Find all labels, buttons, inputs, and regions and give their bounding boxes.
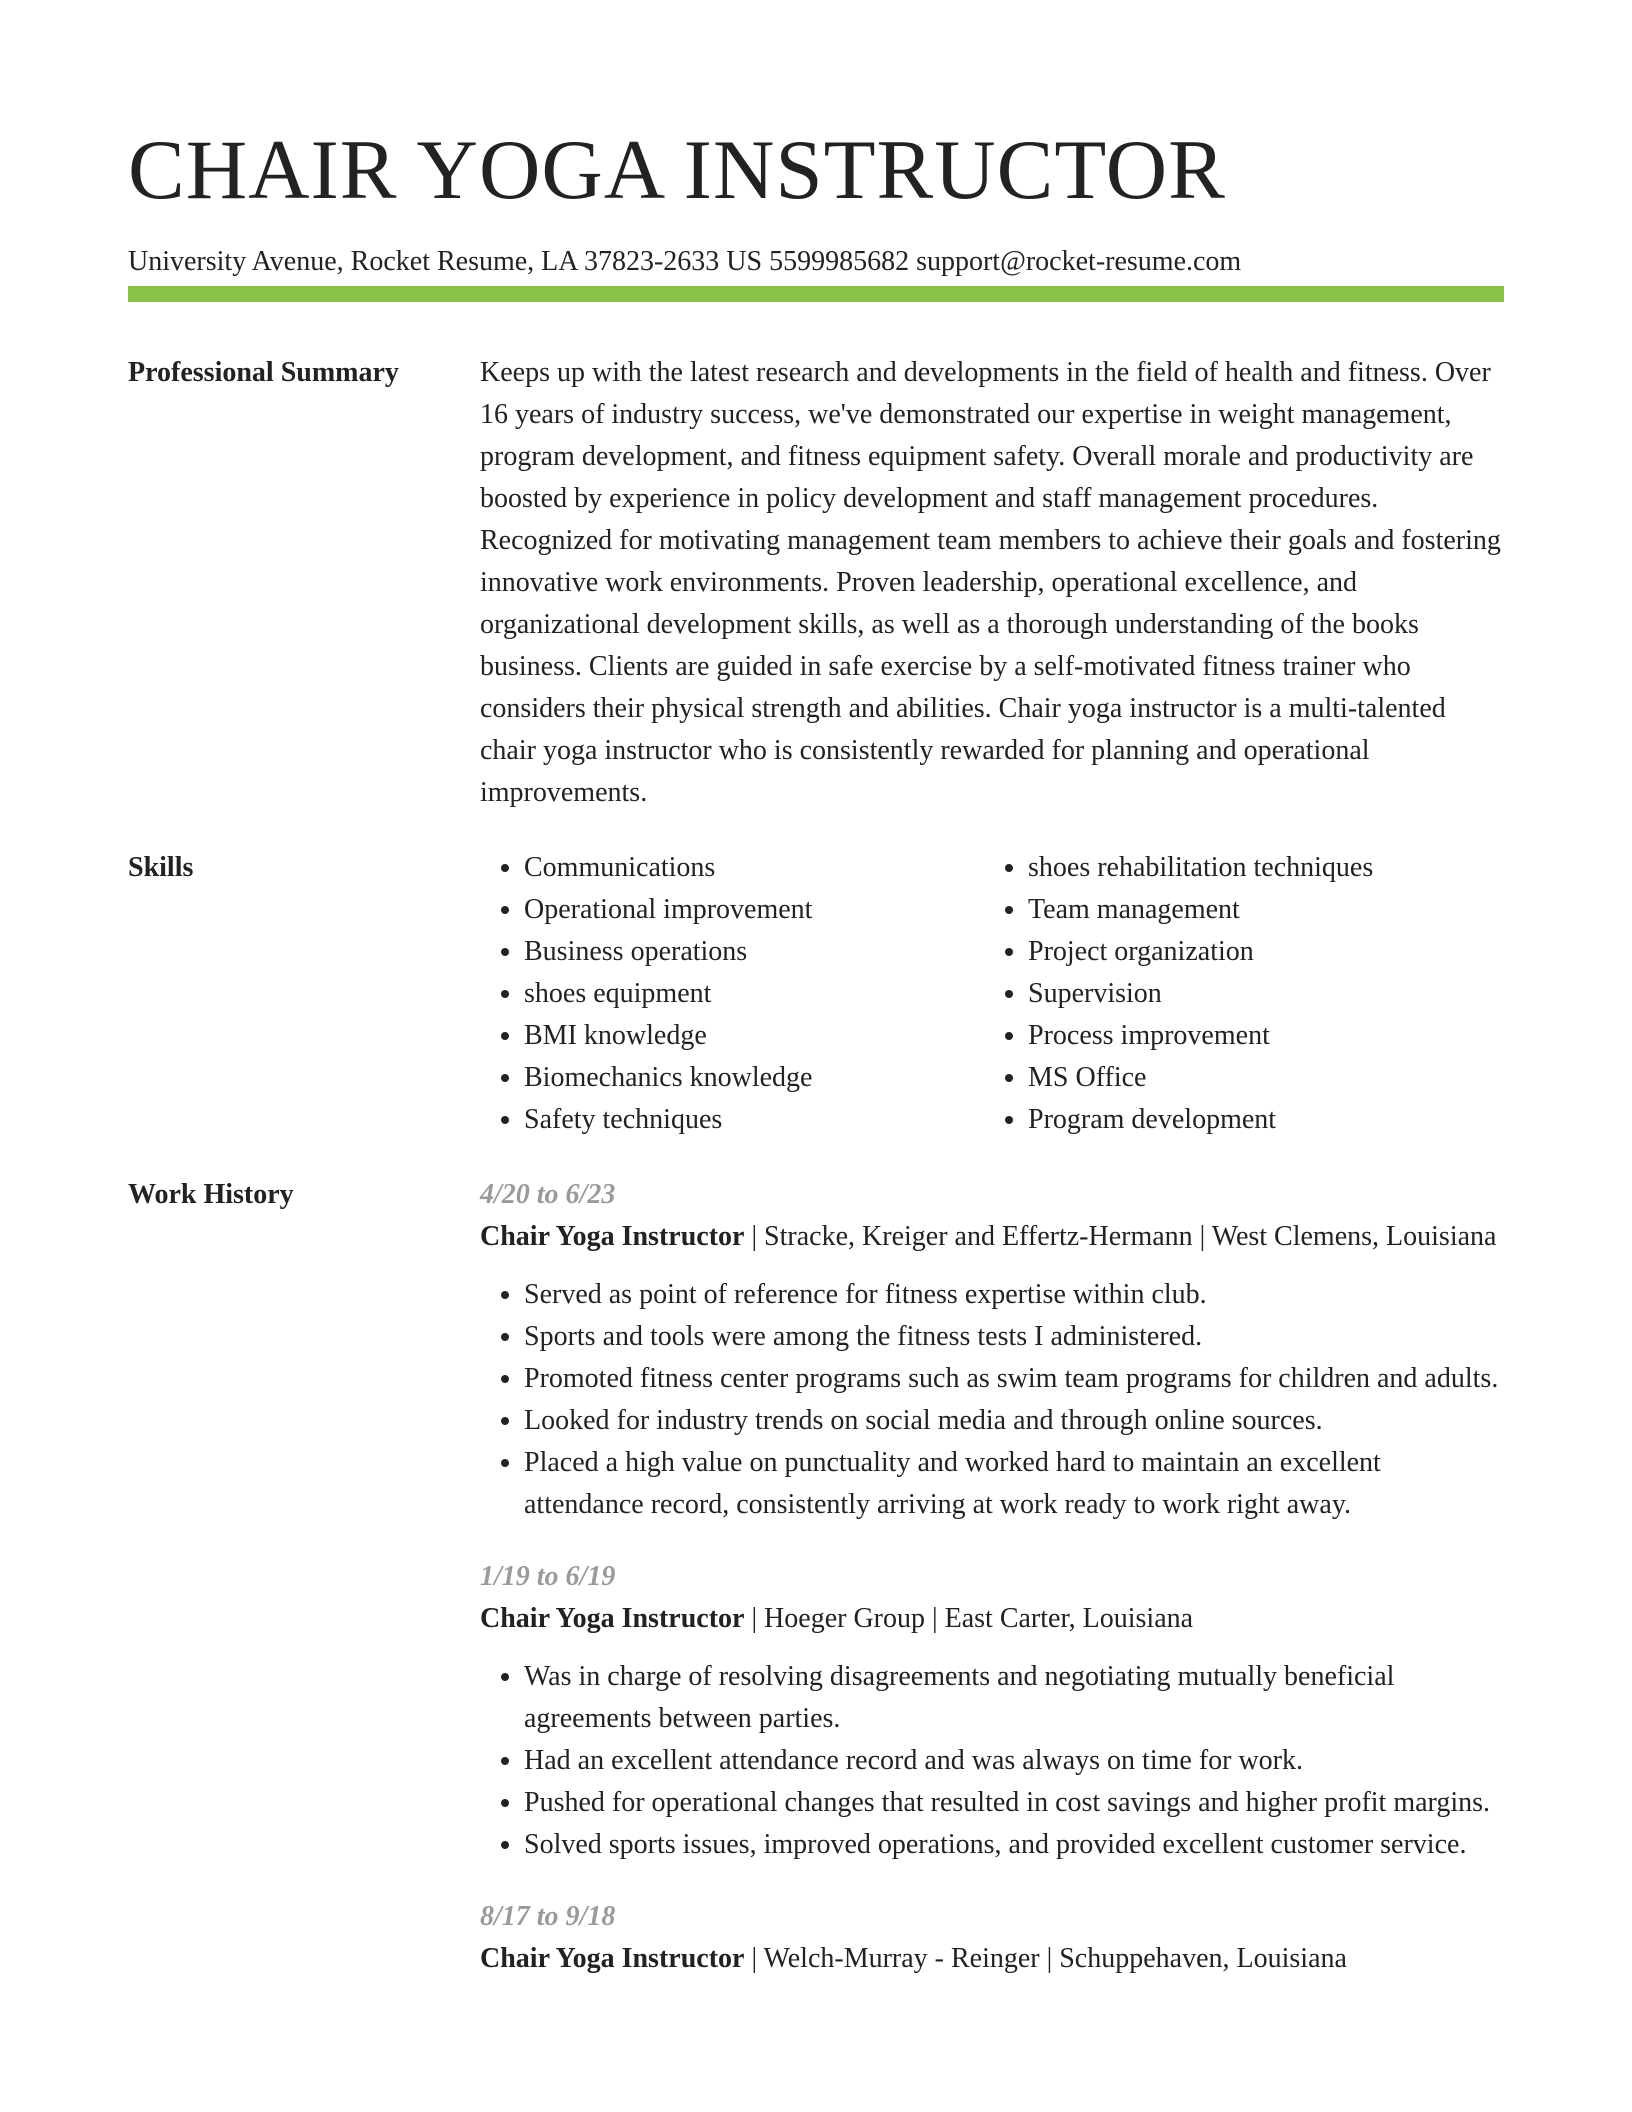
job-dates: 4/20 to 6/23 [480,1179,616,1210]
job-employer-location: | Stracke, Kreiger and Effertz-Hermann | West Clemens, Louisiana [744,1221,1497,1252]
skills-list-left [480,847,984,1141]
accent-divider [128,286,1504,302]
skill-item: • Project organization [1028,931,1488,973]
duty-item: • Sports and tools were among the fitness tests I administered. [524,1316,1504,1358]
contact-line: University Avenue, Rocket Resume, LA 37823-2633 US 5599985682 support@rocket-resume.com [128,246,1242,277]
job-entry [480,1556,1504,1866]
skill-item: • Team management [1028,889,1488,931]
candidate-name: CHAIR YOGA INSTRUCTOR [128,123,1226,217]
skill-item: • Communications [524,847,984,889]
skill-item: • Safety techniques [524,1099,984,1141]
duty-item: • Promoted fitness center programs such as swim team programs for children and adults. [524,1358,1504,1400]
summary-section [128,352,1504,814]
job-duties-list [480,1274,1504,1526]
duty-item: • Looked for industry trends on social media and through online sources. [524,1400,1504,1442]
skill-item: • MS Office [1028,1057,1488,1099]
summary-text: Keeps up with the latest research and developments in the field of health and fitness. Over 16 years of industry success, we've demonstrated our expertise in weight management, program development, and fitness equipment safety. Overall morale and productivity are boosted by experience in policy development and staff management procedures. Recognized for motivating management team members to achieve their goals and fostering innovative work environments. Proven leadership, operational excellence, and organizational development skills, as well as a thorough understanding of the books business. Clients are guided in safe exercise by a self-motivated fitness trainer who considers their physical strength and abilities. Chair yoga instructor is a multi-talented chair yoga instructor who is consistently rewarded for planning and operational improvements. [480,357,1501,808]
job-employer-location: | Welch-Murray - Reinger | Schuppehaven, Louisiana [744,1943,1347,1974]
skill-item: • Process improvement [1028,1015,1488,1057]
skill-item: • shoes rehabilitation techniques [1028,847,1488,889]
job-role: Chair Yoga Instructor [480,1603,745,1634]
job-title-line [480,1598,1504,1640]
job-dates: 1/19 to 6/19 [480,1561,616,1592]
duty-item: • Was in charge of resolving disagreements and negotiating mutually beneficial agreements between parties. [524,1656,1504,1740]
skill-item: • shoes equipment [524,973,984,1015]
job-title-line [480,1938,1504,1980]
duty-item: • Served as point of reference for fitness expertise within club. [524,1274,1504,1316]
duty-item: • Solved sports issues, improved operations, and provided excellent customer service. [524,1824,1504,1866]
skill-item: • BMI knowledge [524,1015,984,1057]
section-label-summary: Professional Summary [128,357,399,388]
work-history-section [128,1174,1504,1980]
job-dates: 8/17 to 9/18 [480,1901,616,1932]
skill-item: • Supervision [1028,973,1488,1015]
summary-body [480,352,1504,814]
job-duties-list [480,1656,1504,1866]
skill-item: • Program development [1028,1099,1488,1141]
duty-item: • Had an excellent attendance record and was always on time for work. [524,1740,1504,1782]
skill-item: • Business operations [524,931,984,973]
job-employer-location: | Hoeger Group | East Carter, Louisiana [744,1603,1194,1634]
job-entry [480,1174,1504,1526]
job-entry [480,1896,1504,1980]
skill-item: • Operational improvement [524,889,984,931]
duty-item: • Pushed for operational changes that resulted in cost savings and higher profit margins. [524,1782,1504,1824]
job-title-line [480,1216,1504,1258]
work-history-body [480,1174,1504,1980]
section-label-skills: Skills [128,852,194,883]
skill-item: • Biomechanics knowledge [524,1057,984,1099]
job-role: Chair Yoga Instructor [480,1221,745,1252]
skills-body [480,847,1504,1141]
resume-sections [128,352,1504,1980]
resume-header [128,120,1504,280]
skills-list-right [984,847,1488,1141]
duty-item: • Placed a high value on punctuality and worked hard to maintain an excellent attendance record, consistently arriving at work ready to work right away. [524,1442,1504,1526]
section-label-work-history: Work History [128,1179,294,1210]
job-role: Chair Yoga Instructor [480,1943,745,1974]
skills-section [128,847,1504,1141]
